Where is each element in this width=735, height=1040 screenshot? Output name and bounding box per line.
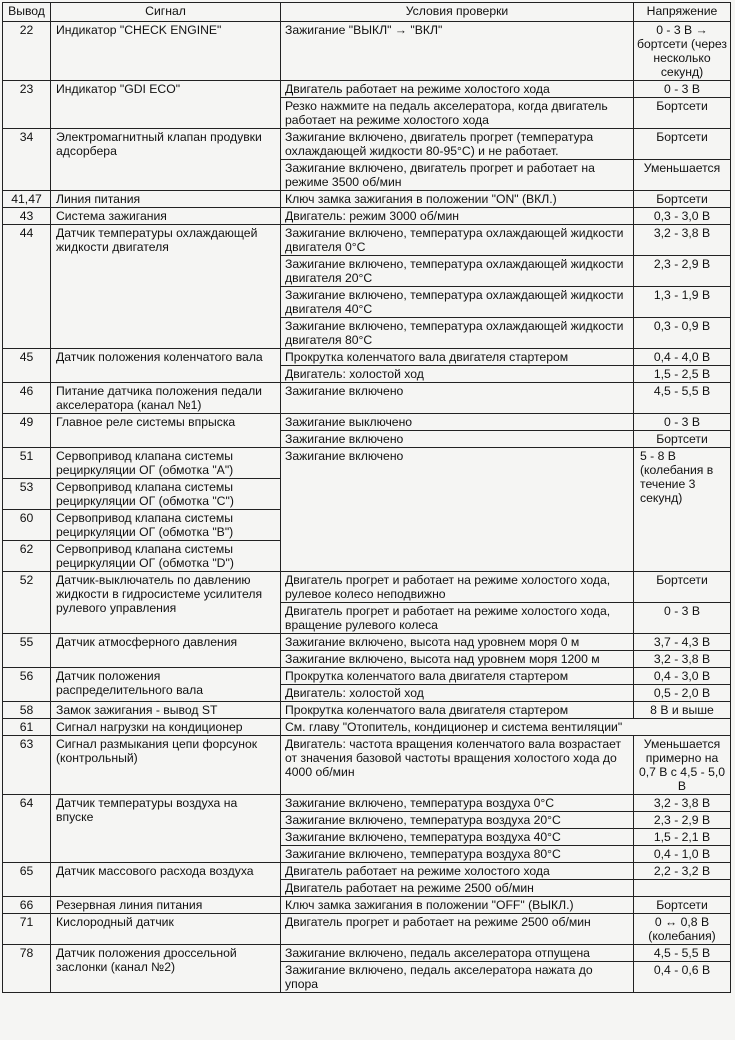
pin-cell: 44 bbox=[3, 225, 51, 349]
condition-cell: Зажигание включено, температура воздуха 20°С bbox=[281, 812, 634, 829]
condition-cell: Двигатель прогрет и работает на режиме 2500 об/мин bbox=[281, 914, 634, 945]
header-voltage: Напряжение bbox=[634, 3, 731, 22]
condition-cell: Зажигание включено, температура охлаждающей жидкости двигателя 80°С bbox=[281, 318, 634, 349]
voltage-cell: 0 - 3 В bbox=[634, 414, 731, 431]
table-row bbox=[3, 914, 731, 945]
voltage-cell: 3,2 - 3,8 В bbox=[634, 795, 731, 812]
pin-cell: 63 bbox=[3, 736, 51, 795]
pin-cell: 58 bbox=[3, 702, 51, 719]
pin-cell: 52 bbox=[3, 572, 51, 634]
pin-cell: 34 bbox=[3, 129, 51, 191]
table-row bbox=[3, 208, 731, 225]
voltage-cell: Бортсети bbox=[634, 431, 731, 448]
voltage-cell: 1,5 - 2,1 В bbox=[634, 829, 731, 846]
condition-cell: Зажигание включено, температура охлаждающей жидкости двигателя 40°С bbox=[281, 287, 634, 318]
signal-cell: Сервопривод клапана системы рециркуляции ОГ (обмотка "D") bbox=[51, 541, 281, 572]
table-row bbox=[3, 736, 731, 795]
pin-cell: 61 bbox=[3, 719, 51, 736]
condition-cell: См. главу "Отопитель, кондиционер и система вентиляции" bbox=[281, 719, 731, 736]
voltage-cell: 0 - 3 В → бортсети (через несколько секунд) bbox=[634, 22, 731, 81]
voltage-cell: 0,4 - 0,6 В bbox=[634, 962, 731, 993]
pin-voltage-table bbox=[2, 2, 731, 993]
table-header-row bbox=[3, 3, 731, 22]
signal-cell: Индикатор "GDI ECO" bbox=[51, 81, 281, 129]
pin-cell: 45 bbox=[3, 349, 51, 383]
condition-cell: Двигатель работает на режиме холостого хода bbox=[281, 81, 634, 98]
signal-cell: Питание датчика положения педали акселератора (канал №1) bbox=[51, 383, 281, 414]
voltage-cell: 0 - 3 В bbox=[634, 603, 731, 634]
pin-cell: 46 bbox=[3, 383, 51, 414]
condition-cell: Зажигание включено, высота над уровнем моря 1200 м bbox=[281, 651, 634, 668]
voltage-cell: 4,5 - 5,5 В bbox=[634, 945, 731, 962]
voltage-cell bbox=[634, 880, 731, 897]
voltage-cell: Уменьшается примерно на 0,7 В с 4,5 - 5,0 В bbox=[634, 736, 731, 795]
signal-cell: Система зажигания bbox=[51, 208, 281, 225]
condition-cell: Зажигание выключено bbox=[281, 414, 634, 431]
pin-cell: 60 bbox=[3, 510, 51, 541]
voltage-cell: 3,2 - 3,8 В bbox=[634, 651, 731, 668]
voltage-cell: 8 В и выше bbox=[634, 702, 731, 719]
pin-cell: 71 bbox=[3, 914, 51, 945]
pin-cell: 66 bbox=[3, 897, 51, 914]
signal-cell: Сигнал нагрузки на кондиционер bbox=[51, 719, 281, 736]
voltage-cell: 4,5 - 5,5 В bbox=[634, 383, 731, 414]
signal-cell: Датчик массового расхода воздуха bbox=[51, 863, 281, 897]
condition-cell: Двигатель: холостой ход bbox=[281, 685, 634, 702]
signal-cell: Датчик температуры охлаждающей жидкости двигателя bbox=[51, 225, 281, 349]
table-row bbox=[3, 225, 731, 256]
condition-cell: Зажигание включено, педаль акселератора отпущена bbox=[281, 945, 634, 962]
condition-cell: Зажигание включено, температура воздуха 80°С bbox=[281, 846, 634, 863]
table-row bbox=[3, 22, 731, 81]
signal-cell: Кислородный датчик bbox=[51, 914, 281, 945]
signal-cell: Линия питания bbox=[51, 191, 281, 208]
signal-cell: Датчик атмосферного давления bbox=[51, 634, 281, 668]
condition-cell: Зажигание включено bbox=[281, 448, 634, 572]
table-row bbox=[3, 795, 731, 812]
condition-cell: Двигатель прогрет и работает на режиме холостого хода, рулевое колесо неподвижно bbox=[281, 572, 634, 603]
condition-cell: Прокрутка коленчатого вала двигателя стартером bbox=[281, 702, 634, 719]
signal-cell: Электромагнитный клапан продувки адсорбера bbox=[51, 129, 281, 191]
voltage-cell: 2,3 - 2,9 В bbox=[634, 256, 731, 287]
table-row bbox=[3, 572, 731, 603]
table-row bbox=[3, 863, 731, 880]
table-row bbox=[3, 448, 731, 479]
table-row bbox=[3, 81, 731, 98]
voltage-cell: 0 ↔ 0,8 В (колебания) bbox=[634, 914, 731, 945]
signal-cell: Сигнал размыкания цепи форсунок (контрольный) bbox=[51, 736, 281, 795]
condition-cell: Двигатель: режим 3000 об/мин bbox=[281, 208, 634, 225]
header-signal: Сигнал bbox=[51, 3, 281, 22]
condition-cell: Зажигание "ВЫКЛ" → "ВКЛ" bbox=[281, 22, 634, 81]
pin-cell: 22 bbox=[3, 22, 51, 81]
signal-cell: Датчик положения распределительного вала bbox=[51, 668, 281, 702]
pin-cell: 41,47 bbox=[3, 191, 51, 208]
table-row bbox=[3, 897, 731, 914]
table-row bbox=[3, 349, 731, 366]
voltage-cell: Бортсети bbox=[634, 98, 731, 129]
voltage-cell: 3,7 - 4,3 В bbox=[634, 634, 731, 651]
table-body bbox=[3, 22, 731, 993]
voltage-cell: 0,5 - 2,0 В bbox=[634, 685, 731, 702]
voltage-cell: 0 - 3 В bbox=[634, 81, 731, 98]
table-row bbox=[3, 129, 731, 160]
condition-cell: Зажигание включено, высота над уровнем моря 0 м bbox=[281, 634, 634, 651]
voltage-cell: Бортсети bbox=[634, 129, 731, 160]
table-row bbox=[3, 383, 731, 414]
table-row bbox=[3, 634, 731, 651]
voltage-cell: Уменьшается bbox=[634, 160, 731, 191]
signal-cell: Индикатор "CHECK ENGINE" bbox=[51, 22, 281, 81]
signal-cell: Резервная линия питания bbox=[51, 897, 281, 914]
condition-cell: Ключ замка зажигания в положении "ON" (ВКЛ.) bbox=[281, 191, 634, 208]
pin-cell: 65 bbox=[3, 863, 51, 897]
condition-cell: Прокрутка коленчатого вала двигателя стартером bbox=[281, 668, 634, 685]
voltage-cell: Бортсети bbox=[634, 897, 731, 914]
pin-cell: 23 bbox=[3, 81, 51, 129]
condition-cell: Зажигание включено bbox=[281, 431, 634, 448]
voltage-cell: 1,5 - 2,5 В bbox=[634, 366, 731, 383]
voltage-cell: 1,3 - 1,9 В bbox=[634, 287, 731, 318]
table-row bbox=[3, 702, 731, 719]
condition-cell: Зажигание включено, двигатель прогрет (температура охлаждающей жидкости 80-95°С) и не работает. bbox=[281, 129, 634, 160]
voltage-cell: Бортсети bbox=[634, 572, 731, 603]
table-row bbox=[3, 668, 731, 685]
condition-cell: Двигатель работает на режиме холостого хода bbox=[281, 863, 634, 880]
voltage-cell: 2,3 - 2,9 В bbox=[634, 812, 731, 829]
signal-cell: Сервопривод клапана системы рециркуляции ОГ (обмотка "А") bbox=[51, 448, 281, 479]
pin-cell: 43 bbox=[3, 208, 51, 225]
voltage-cell: 0,4 - 4,0 В bbox=[634, 349, 731, 366]
voltage-cell: 0,3 - 3,0 В bbox=[634, 208, 731, 225]
voltage-cell: 0,4 - 1,0 В bbox=[634, 846, 731, 863]
table-row bbox=[3, 719, 731, 736]
pin-cell: 51 bbox=[3, 448, 51, 479]
signal-cell: Замок зажигания - вывод ST bbox=[51, 702, 281, 719]
pin-cell: 49 bbox=[3, 414, 51, 448]
signal-cell: Сервопривод клапана системы рециркуляции ОГ (обмотка "В") bbox=[51, 510, 281, 541]
condition-cell: Ключ замка зажигания в положении "OFF" (ВЫКЛ.) bbox=[281, 897, 634, 914]
condition-cell: Зажигание включено, двигатель прогрет и работает на режиме 3500 об/мин bbox=[281, 160, 634, 191]
signal-cell: Главное реле системы впрыска bbox=[51, 414, 281, 448]
condition-cell: Зажигание включено, температура охлаждающей жидкости двигателя 0°С bbox=[281, 225, 634, 256]
voltage-cell: 0,3 - 0,9 В bbox=[634, 318, 731, 349]
voltage-cell: 3,2 - 3,8 В bbox=[634, 225, 731, 256]
table-row bbox=[3, 414, 731, 431]
condition-cell: Двигатель: частота вращения коленчатого вала возрастает от значения базовой частоты вращения холостого хода до 4000 об/мин bbox=[281, 736, 634, 795]
condition-cell: Зажигание включено bbox=[281, 383, 634, 414]
pin-cell: 55 bbox=[3, 634, 51, 668]
voltage-cell: 5 - 8 В (колебания в течение 3 секунд) bbox=[634, 448, 731, 572]
voltage-cell: Бортсети bbox=[634, 191, 731, 208]
pin-cell: 56 bbox=[3, 668, 51, 702]
header-conditions: Условия проверки bbox=[281, 3, 634, 22]
condition-cell: Двигатель работает на режиме 2500 об/мин bbox=[281, 880, 634, 897]
header-pin: Вывод bbox=[3, 3, 51, 22]
condition-cell: Зажигание включено, температура воздуха 0°С bbox=[281, 795, 634, 812]
table-row bbox=[3, 945, 731, 962]
condition-cell: Зажигание включено, педаль акселератора нажата до упора bbox=[281, 962, 634, 993]
condition-cell: Зажигание включено, температура охлаждающей жидкости двигателя 20°С bbox=[281, 256, 634, 287]
signal-cell: Сервопривод клапана системы рециркуляции ОГ (обмотка "С") bbox=[51, 479, 281, 510]
condition-cell: Двигатель прогрет и работает на режиме холостого хода, вращение рулевого колеса bbox=[281, 603, 634, 634]
pin-cell: 53 bbox=[3, 479, 51, 510]
condition-cell: Прокрутка коленчатого вала двигателя стартером bbox=[281, 349, 634, 366]
condition-cell: Двигатель: холостой ход bbox=[281, 366, 634, 383]
pin-cell: 78 bbox=[3, 945, 51, 993]
condition-cell: Зажигание включено, температура воздуха 40°С bbox=[281, 829, 634, 846]
table-row bbox=[3, 191, 731, 208]
pin-cell: 62 bbox=[3, 541, 51, 572]
signal-cell: Датчик положения дроссельной заслонки (канал №2) bbox=[51, 945, 281, 993]
voltage-cell: 2,2 - 3,2 В bbox=[634, 863, 731, 880]
signal-cell: Датчик-выключатель по давлению жидкости в гидросистеме усилителя рулевого управления bbox=[51, 572, 281, 634]
signal-cell: Датчик положения коленчатого вала bbox=[51, 349, 281, 383]
signal-cell: Датчик температуры воздуха на впуске bbox=[51, 795, 281, 863]
condition-cell: Резко нажмите на педаль акселератора, когда двигатель работает на режиме холостого хода bbox=[281, 98, 634, 129]
pin-cell: 64 bbox=[3, 795, 51, 863]
voltage-cell: 0,4 - 3,0 В bbox=[634, 668, 731, 685]
